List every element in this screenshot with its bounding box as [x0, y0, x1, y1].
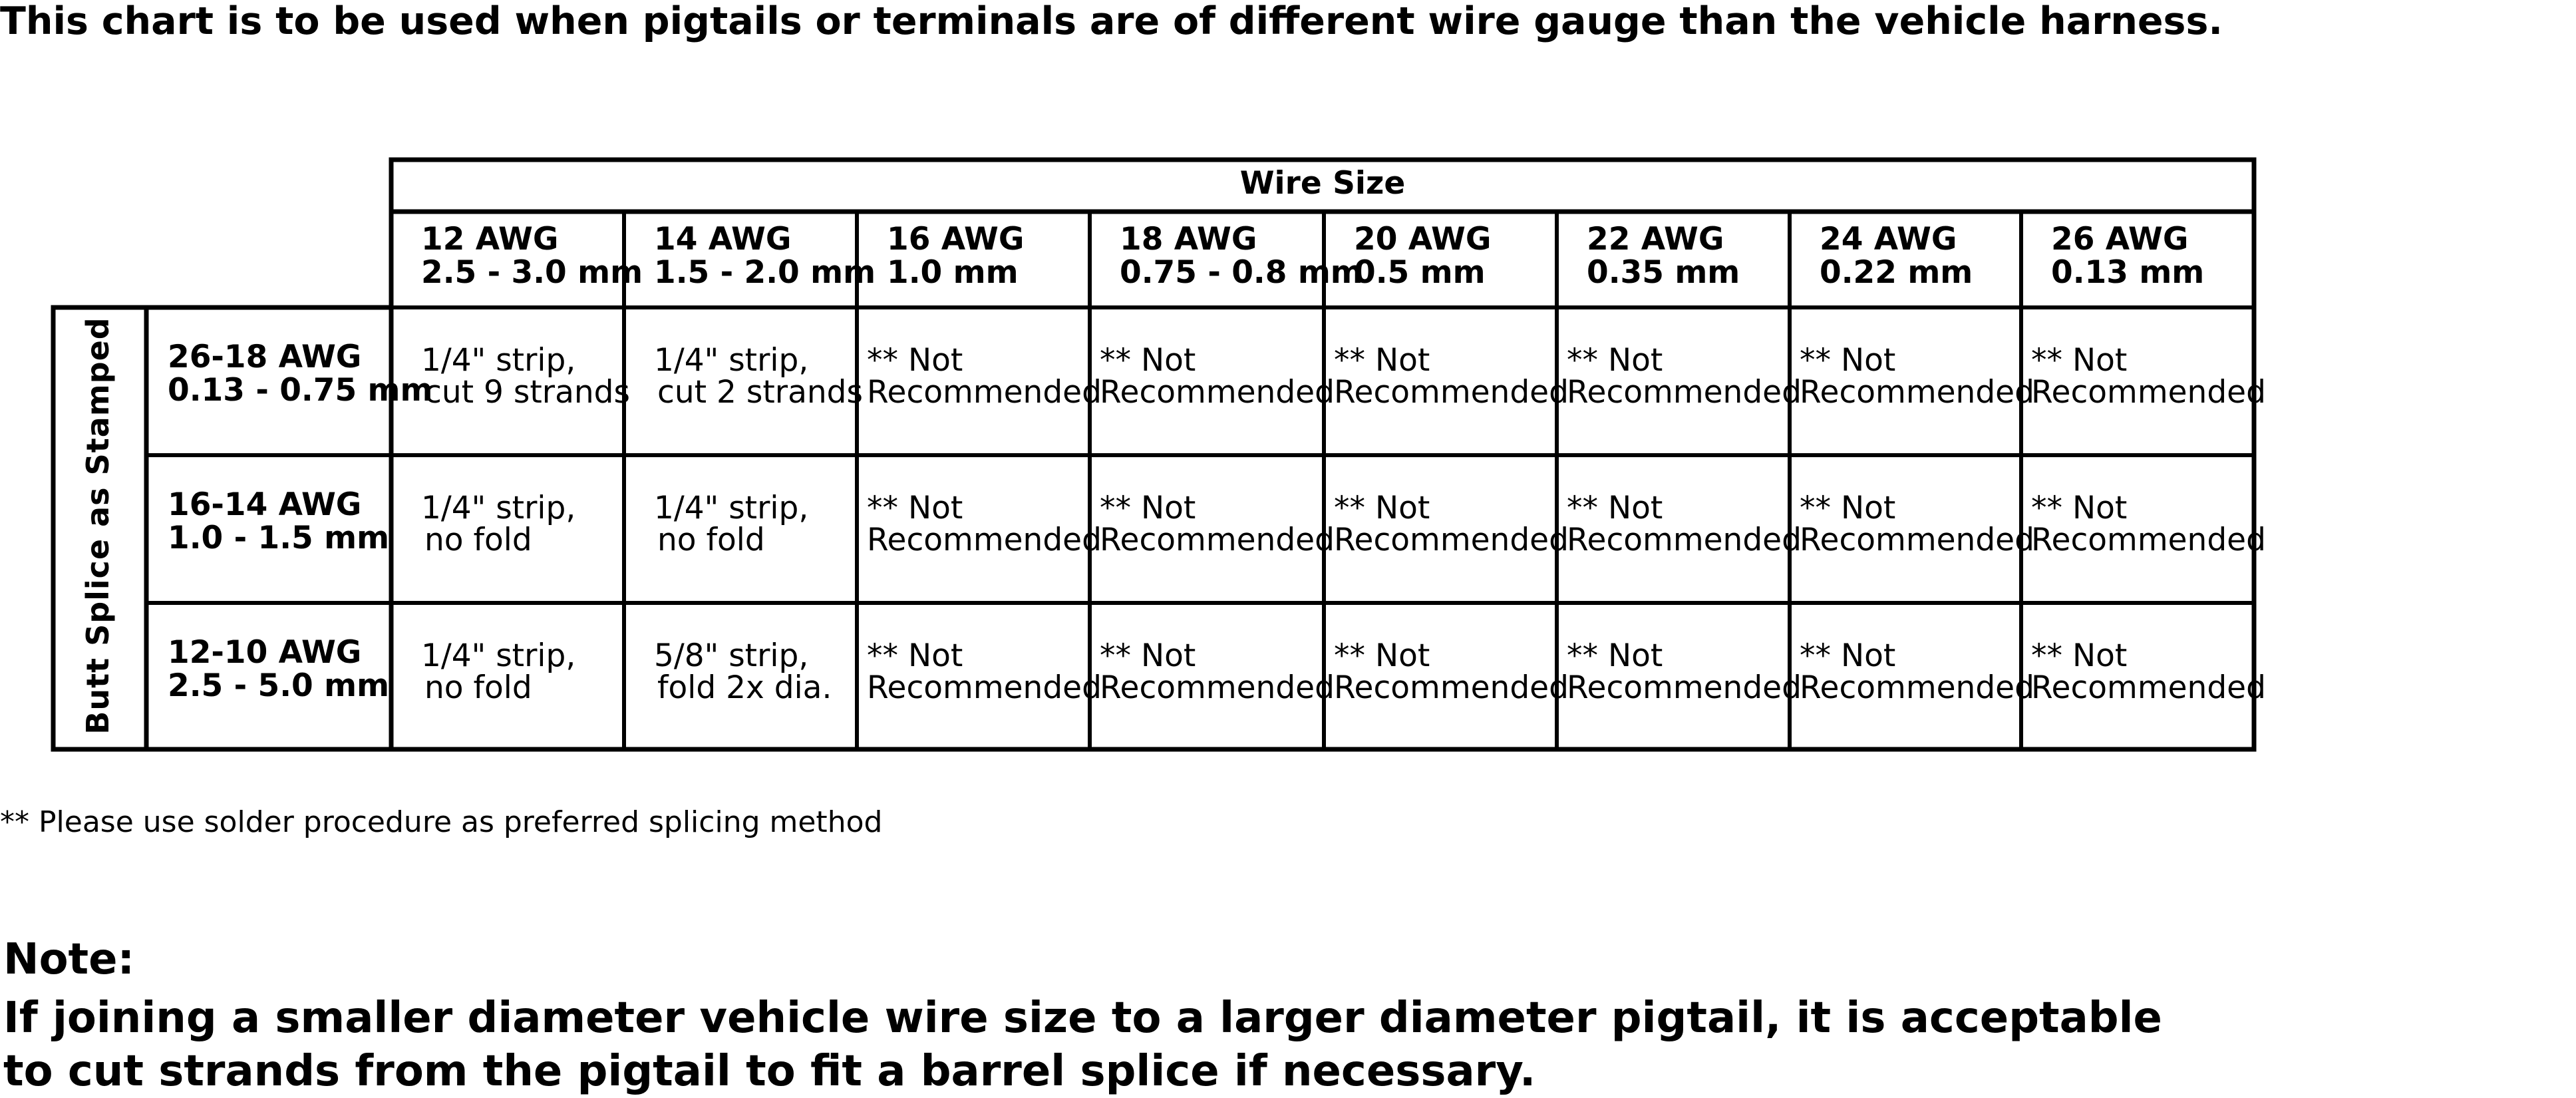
- cell-line-2: no fold: [657, 522, 765, 558]
- column-header-awg: 24 AWG: [1820, 221, 1957, 258]
- column-header-awg: 16 AWG: [887, 221, 1025, 258]
- cell-line-1: ** Not: [1567, 490, 1663, 526]
- page-heading: This chart is to be used when pigtails or terminals are of different wire gauge than the vehicle harness.: [0, 0, 2223, 43]
- cell-line-1: 5/8" strip,: [654, 638, 809, 674]
- cell-line-1: ** Not: [2031, 342, 2128, 379]
- cell-line-2: Recommended: [2031, 374, 2266, 411]
- column-header-awg: 18 AWG: [1120, 221, 1257, 258]
- cell-line-1: ** Not: [1567, 638, 1663, 674]
- cell-line-1: ** Not: [1100, 342, 1196, 379]
- cell-line-2: no fold: [424, 522, 532, 558]
- cell-line-1: ** Not: [1800, 342, 1896, 379]
- cell-line-1: ** Not: [867, 342, 963, 379]
- column-header-awg: 22 AWG: [1587, 221, 1724, 258]
- cell-line-2: Recommended: [867, 522, 1102, 558]
- cell-line-2: Recommended: [1567, 669, 1802, 706]
- wire-size-header: Wire Size: [1239, 165, 1406, 202]
- row-header-awg: 12-10 AWG: [168, 634, 362, 671]
- cell-line-2: Recommended: [867, 374, 1102, 411]
- cell-line-2: Recommended: [1567, 374, 1802, 411]
- cell-line-2: Recommended: [1100, 522, 1335, 558]
- cell-line-2: Recommended: [1800, 522, 2034, 558]
- column-header-awg: 20 AWG: [1354, 221, 1492, 258]
- cell-line-2: Recommended: [1800, 374, 2034, 411]
- column-header-mm: 2.5 - 3.0 mm: [421, 254, 643, 291]
- row-header-mm: 1.0 - 1.5 mm: [168, 520, 390, 556]
- column-header-mm: 0.5 mm: [1354, 254, 1486, 291]
- row-header-awg: 26-18 AWG: [168, 339, 362, 375]
- cell-line-1: ** Not: [867, 490, 963, 526]
- cell-line-1: ** Not: [1100, 638, 1196, 674]
- cell-line-2: cut 2 strands: [657, 374, 863, 411]
- column-header-mm: 0.35 mm: [1587, 254, 1740, 291]
- cell-line-1: 1/4" strip,: [421, 638, 576, 674]
- column-header-mm: 0.22 mm: [1820, 254, 1973, 291]
- column-header-awg: 12 AWG: [421, 221, 559, 258]
- cell-line-2: Recommended: [2031, 669, 2266, 706]
- cell-line-1: ** Not: [2031, 490, 2128, 526]
- footnote: ** Please use solder procedure as preferred splicing method: [0, 805, 883, 839]
- cell-line-2: Recommended: [1100, 374, 1335, 411]
- cell-line-1: 1/4" strip,: [654, 342, 809, 379]
- row-header-mm: 0.13 - 0.75 mm: [168, 372, 433, 409]
- cell-line-2: Recommended: [1334, 669, 1569, 706]
- column-header-mm: 1.0 mm: [887, 254, 1019, 291]
- cell-line-2: Recommended: [1567, 522, 1802, 558]
- note-line-1: If joining a smaller diameter vehicle wire size to a larger diameter pigtail, it is acceptable: [3, 994, 2162, 1043]
- cell-line-1: 1/4" strip,: [421, 342, 576, 379]
- side-label-text: Butt Splice as Stamped: [80, 317, 116, 735]
- note-body: [3, 992, 2162, 1098]
- cell-line-2: fold 2x dia.: [657, 669, 832, 706]
- cell-line-1: 1/4" strip,: [654, 490, 809, 526]
- cell-line-1: ** Not: [1100, 490, 1196, 526]
- cell-line-1: 1/4" strip,: [421, 490, 576, 526]
- cell-line-2: Recommended: [1334, 374, 1569, 411]
- cell-line-2: Recommended: [1334, 522, 1569, 558]
- cell-line-2: cut 9 strands: [424, 374, 630, 411]
- column-header-mm: 1.5 - 2.0 mm: [654, 254, 876, 291]
- cell-line-1: ** Not: [1334, 638, 1430, 674]
- cell-line-2: no fold: [424, 669, 532, 706]
- cell-line-2: Recommended: [1800, 669, 2034, 706]
- row-header-awg: 16-14 AWG: [168, 486, 362, 523]
- column-header-mm: 0.13 mm: [2051, 254, 2205, 291]
- cell-line-1: ** Not: [2031, 638, 2128, 674]
- cell-line-1: ** Not: [1567, 342, 1663, 379]
- cell-line-1: ** Not: [1334, 490, 1430, 526]
- note-line-2: to cut strands from the pigtail to fit a barrel splice if necessary.: [3, 1047, 1536, 1096]
- cell-line-1: ** Not: [1800, 490, 1896, 526]
- column-header-mm: 0.75 - 0.8 mm: [1120, 254, 1363, 291]
- column-header-awg: 26 AWG: [2051, 221, 2189, 258]
- cell-line-1: ** Not: [1334, 342, 1430, 379]
- cell-line-2: Recommended: [867, 669, 1102, 706]
- cell-line-1: ** Not: [1800, 638, 1896, 674]
- cell-line-1: ** Not: [867, 638, 963, 674]
- cell-line-2: Recommended: [1100, 669, 1335, 706]
- column-header-awg: 14 AWG: [654, 221, 792, 258]
- cell-line-2: Recommended: [2031, 522, 2266, 558]
- note-title: Note:: [3, 935, 135, 984]
- row-header-mm: 2.5 - 5.0 mm: [168, 667, 390, 704]
